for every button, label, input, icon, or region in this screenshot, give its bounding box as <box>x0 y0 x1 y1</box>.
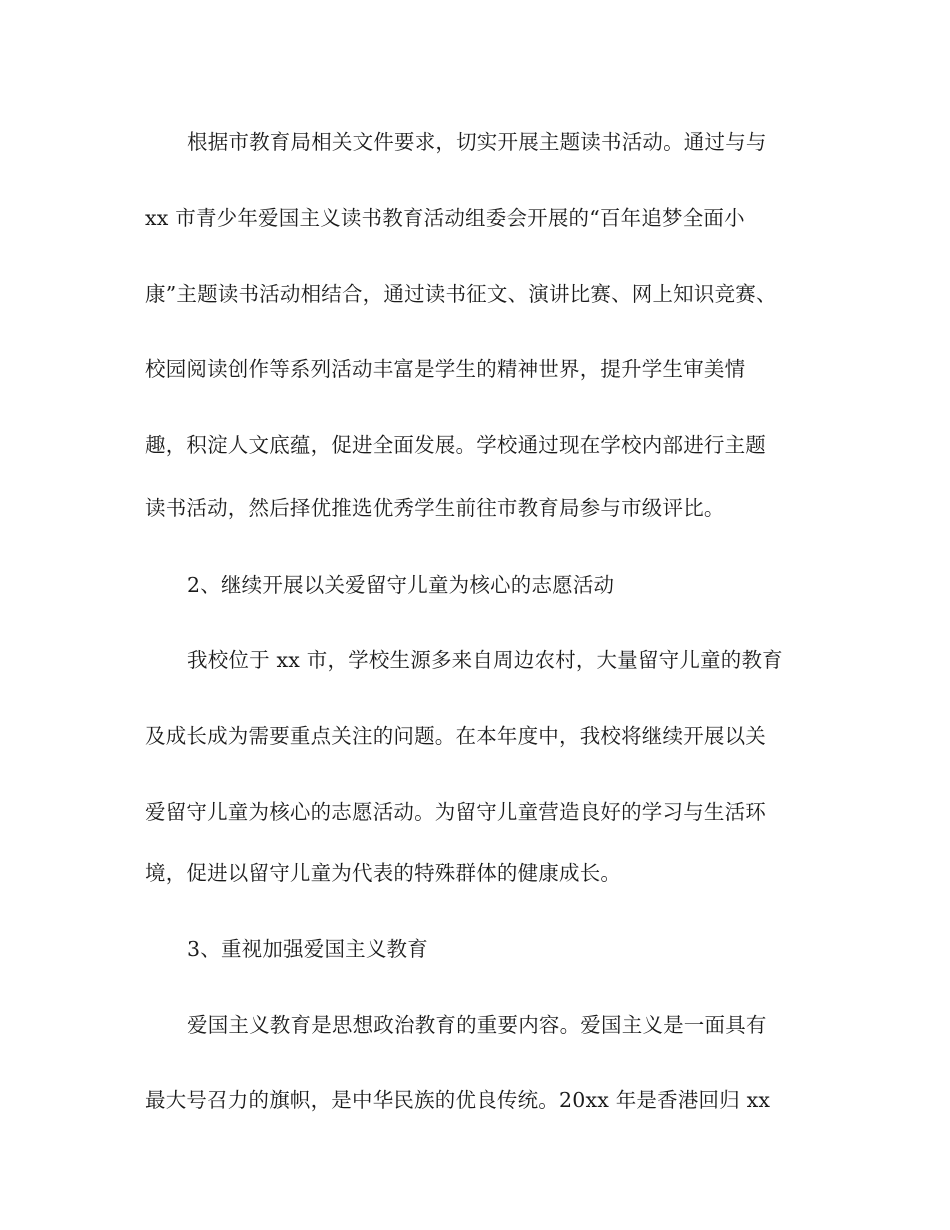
paragraph-line: 趣，积淀人文底蕴，促进全面发展。学校通过现在学校内部进行主题 <box>145 433 766 457</box>
paragraph-line: 根据市教育局相关文件要求，切实开展主题读书活动。通过与与 <box>187 130 767 154</box>
paragraph-line: 康”主题读书活动相结合，通过读书征文、演讲比赛、网上知识竞赛、 <box>145 282 777 306</box>
paragraph-line: 境，促进以留守儿童为代表的特殊群体的健康成长。 <box>145 861 622 885</box>
paragraph-line: 最大号召力的旗帜，是中华民族的优良传统。20xx 年是香港回归 xx <box>145 1088 771 1112</box>
paragraph-line: 爱留守儿童为核心的志愿活动。为留守儿童营造良好的学习与生活环 <box>145 800 766 824</box>
paragraph-line: xx 市青少年爱国主义读书教育活动组委会开展的“百年追梦全面小 <box>145 206 745 230</box>
paragraph-line: 我校位于 xx 市，学校生源多来自周边农村，大量留守儿童的教育 <box>187 648 783 672</box>
paragraph-line: 校园阅读创作等系列活动丰富是学生的精神世界，提升学生审美情 <box>145 357 746 381</box>
paragraph-line: 读书活动，然后择优推选优秀学生前往市教育局参与市级评比。 <box>145 496 725 520</box>
paragraph-line: 及成长成为需要重点关注的问题。在本年度中，我校将继续开展以关 <box>145 724 766 748</box>
section-heading: 3、重视加强爱国主义教育 <box>187 937 428 961</box>
paragraph-line: 爱国主义教育是思想政治教育的重要内容。爱国主义是一面具有 <box>187 1013 767 1037</box>
section-heading: 2、继续开展以关爱留守儿童为核心的志愿活动 <box>187 573 615 597</box>
